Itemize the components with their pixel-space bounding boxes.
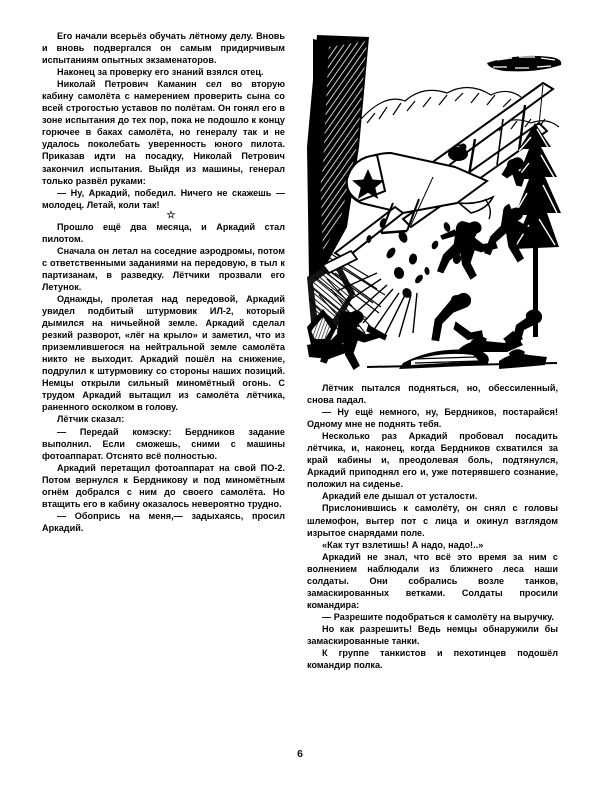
paragraph: К группе танкистов и пехотинцев подошёл командир полка.: [307, 648, 558, 671]
text-column-left: [42, 30, 285, 534]
paragraph: Сначала он летал на соседние аэродромы, потом с ответственными заданиями на передовую, в тыл к партизанам, в разведку. Лётчики прозвали его Летунок.: [42, 245, 285, 292]
paragraph: Лётчик сказал:: [57, 414, 125, 425]
page-number: 6: [297, 748, 303, 760]
paragraph: — Разрешите подобраться к самолёту на выручку.: [322, 611, 554, 622]
paragraph: — Обопрись на меня,— задыхаясь, просил Аркадий.: [42, 510, 285, 533]
paragraph: Наконец за проверку его знаний взялся отец.: [57, 67, 264, 78]
paragraph: — Передай комэску: Бердников задание выполнил. Если сможешь, сними с машины фотоаппарат. Отснято всё полностью.: [42, 426, 285, 461]
paragraph: — Ну ещё немного, ну, Бердников, постарайся! Одному мне не поднять тебя.: [307, 407, 558, 430]
paragraph: Аркадий не знал, что всё это время за ним с волнением наблюдали из ближнего леса наши солдаты. Они собрались возле танков, замаскированных ветками. Солдаты просили командира:: [307, 551, 558, 610]
paragraph: Его начали всерьёз обучать лётному делу. Вновь и вновь подвергался он самым придирчивым испытаниям опытных экзаменаторов.: [42, 31, 285, 66]
paragraph: — Ну, Аркадий, победил. Ничего не скажешь — молодец. Летай, коли так!: [42, 187, 285, 210]
paragraph: Несколько раз Аркадий пробовал посадить лётчика, и, наконец, когда Бердников схватился за край кабины и, преодолевая боль, подтянулся, Аркадий приподнял его и, уже потерявшего сознание, положил на сиденье.: [307, 431, 558, 490]
paragraph: Аркадий перетащил фотоаппарат на свой ПО-2. Потом вернулся к Бердникову и под миномётным огнём добрался с ним до своего самолёта. Но втащить его в кабину оказалось невероятно трудно.: [42, 462, 285, 509]
illustration-po-2-biplane-over-battlefield: [307, 27, 564, 372]
paragraph: Однажды, пролетая над передовой, Аркадий увидел подбитый штурмовик ИЛ-2, который дымился на ничьейной земле. Аркадий сделал резкий разворот, «лёг на крыло» и заметил, что из приземлившегося на нейтральной земле самолёта никто не выходит. Аркадий пошёл на снижение, подрулил к штурмовику со стороны наших позиций. Немцы открыли сильный миномётный огонь. С трудом Аркадий вытащил из самолёта лётчика, раненного осколком в голову.: [42, 293, 285, 413]
section-divider-star-icon: ☆: [166, 209, 176, 221]
paragraph: Прислонившись к самолёту, он снял с головы шлемофон, вытер пот с лица и окинул взглядом изрытое снарядами поле.: [307, 503, 558, 538]
paragraph: Лётчик пытался подняться, но, обессиленный, снова падал.: [307, 383, 558, 406]
paragraph: Николай Петрович Каманин сел во вторую кабину самолёта с намерением проверить сына со всей строгостью уставов по полётам. Он гонял его в зоне испытания до тех пор, пока не подошло к концу горючее в баках самолёта, но генералу так и не удалось поколебать уверенность юного пилота. Приказав идти на посадку, Николай Петрович закончил испытания. Выйдя из машины, генерал только развёл руками:: [42, 79, 285, 186]
paragraph: Аркадий еле дышал от усталости.: [322, 491, 478, 502]
paragraph: Но как разрешить! Ведь немцы обнаружили бы замаскированные танки.: [307, 623, 558, 646]
paragraph: Прошло ещё два месяца, и Аркадий стал пилотом.: [42, 221, 285, 244]
paragraph: «Как тут взлетишь! А надо, надо!..»: [322, 539, 484, 550]
text-column-right: [307, 382, 558, 671]
